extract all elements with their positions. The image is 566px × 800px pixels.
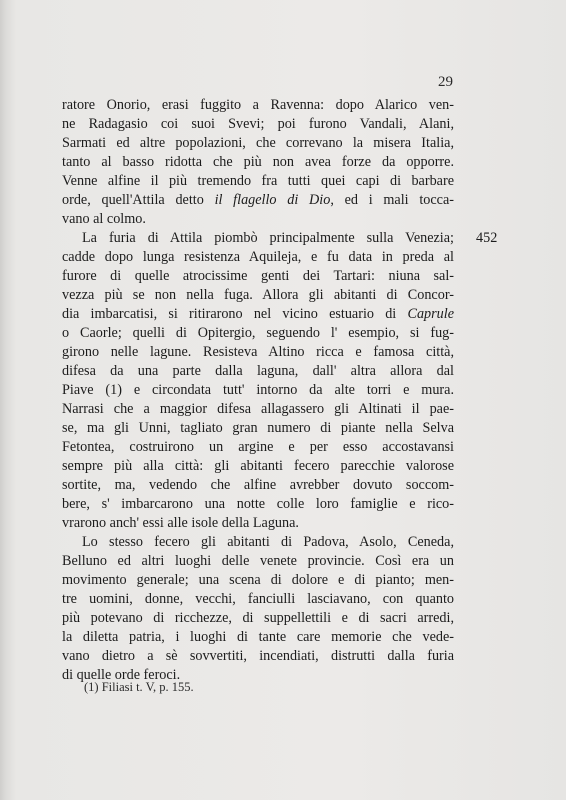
paragraph bbox=[62, 229, 454, 533]
text-line: Sarmati ed altre popolazioni, che correvano la misera Italia, bbox=[62, 135, 454, 151]
text-line: o Caorle; quelli di Opitergio, seguendo l' esempio, si fug- bbox=[62, 325, 454, 341]
text-line: vrarono anch' essi alle isole della Laguna. bbox=[62, 515, 299, 531]
text-line: ne Radagasio coi suoi Svevi; poi furono Vandali, Alani, bbox=[62, 116, 454, 132]
text-line: ratore Onorio, erasi fuggito a Ravenna: dopo Alarico ven- bbox=[62, 97, 454, 113]
text-line: vano dietro a sè sovvertiti, incendiati, distrutti dalla furia bbox=[62, 648, 454, 664]
text-line: vano al colmo. bbox=[62, 211, 146, 227]
text-line: sempre più alla città: gli abitanti fecero parecchie valorose bbox=[62, 458, 454, 474]
italic-phrase: il flagello di Dio bbox=[214, 192, 331, 208]
paragraph bbox=[62, 533, 454, 685]
text-line: furore di quelle atrocissime genti dei Tartari: niuna sal- bbox=[62, 268, 454, 284]
italic-phrase: Caprule bbox=[407, 306, 454, 322]
paragraph bbox=[62, 96, 454, 229]
text-line: Venne alfine il più tremendo fra tutti quei capi di barbare bbox=[62, 173, 454, 189]
text-line: cadde dopo lunga resistenza Aquileja, e fu data in preda al bbox=[62, 249, 454, 265]
text-line: movimento generale; una scena di dolore e di pianto; men- bbox=[62, 572, 454, 588]
text-line: Belluno ed altri luoghi delle venete provincie. Così era un bbox=[62, 553, 454, 569]
text-line: Piave (1) e circondata tutt' intorno da alte torri e mura. bbox=[62, 382, 454, 398]
text-line: orde, quell'Attila detto il flagello di Dio, ed i mali tocca- bbox=[62, 192, 454, 208]
text-line: la diletta patria, i luoghi di tante care memorie che vede- bbox=[62, 629, 454, 645]
text-line: Fetontea, costruirono un argine e per esso accostavansi bbox=[62, 439, 454, 455]
footnote: (1) Filiasi t. V, p. 155. bbox=[84, 680, 194, 694]
text-line: Narrasi che a maggior difesa allagassero gli Altinati il pae- bbox=[62, 401, 454, 417]
text-line: sortite, ma, vedendo che alfine avrebber dovuto soccom- bbox=[62, 477, 454, 493]
text-line: più potevano di ricchezze, di suppellettili e di sacri arredi, bbox=[62, 610, 454, 626]
text-line: bere, s' imbarcarono una notte colle loro famiglie e rico- bbox=[62, 496, 454, 512]
text-line: tanto al basso ridotta che più non avea forze da opporre. bbox=[62, 154, 454, 170]
margin-year: 452 bbox=[476, 230, 498, 246]
text-line: tre uomini, donne, vecchi, fanciulli lasciavano, con quanto bbox=[62, 591, 454, 607]
text-line: difesa da una parte dalla laguna, dall' altra allora dal bbox=[62, 363, 454, 379]
page-number: 29 bbox=[438, 74, 453, 90]
text-line: Lo stesso fecero gli abitanti di Padova, Asolo, Ceneda, bbox=[82, 534, 454, 550]
text-line: vezza più se non nella fuga. Allora gli abitanti di Concor- bbox=[62, 287, 454, 303]
text-line: di quelle orde feroci. bbox=[62, 667, 181, 683]
text-line: La furia di Attila piombò principalmente sulla Venezia; bbox=[82, 230, 454, 246]
text-line: girono nelle lagune. Resisteva Altino ricca e famosa città, bbox=[62, 344, 454, 360]
text-line: se, ma gli Unni, tagliato gran numero di piante nella Selva bbox=[62, 420, 454, 436]
body-text bbox=[62, 96, 454, 685]
text-line: dia imbarcatisi, si ritirarono nel vicino estuario di Caprule bbox=[62, 306, 454, 322]
